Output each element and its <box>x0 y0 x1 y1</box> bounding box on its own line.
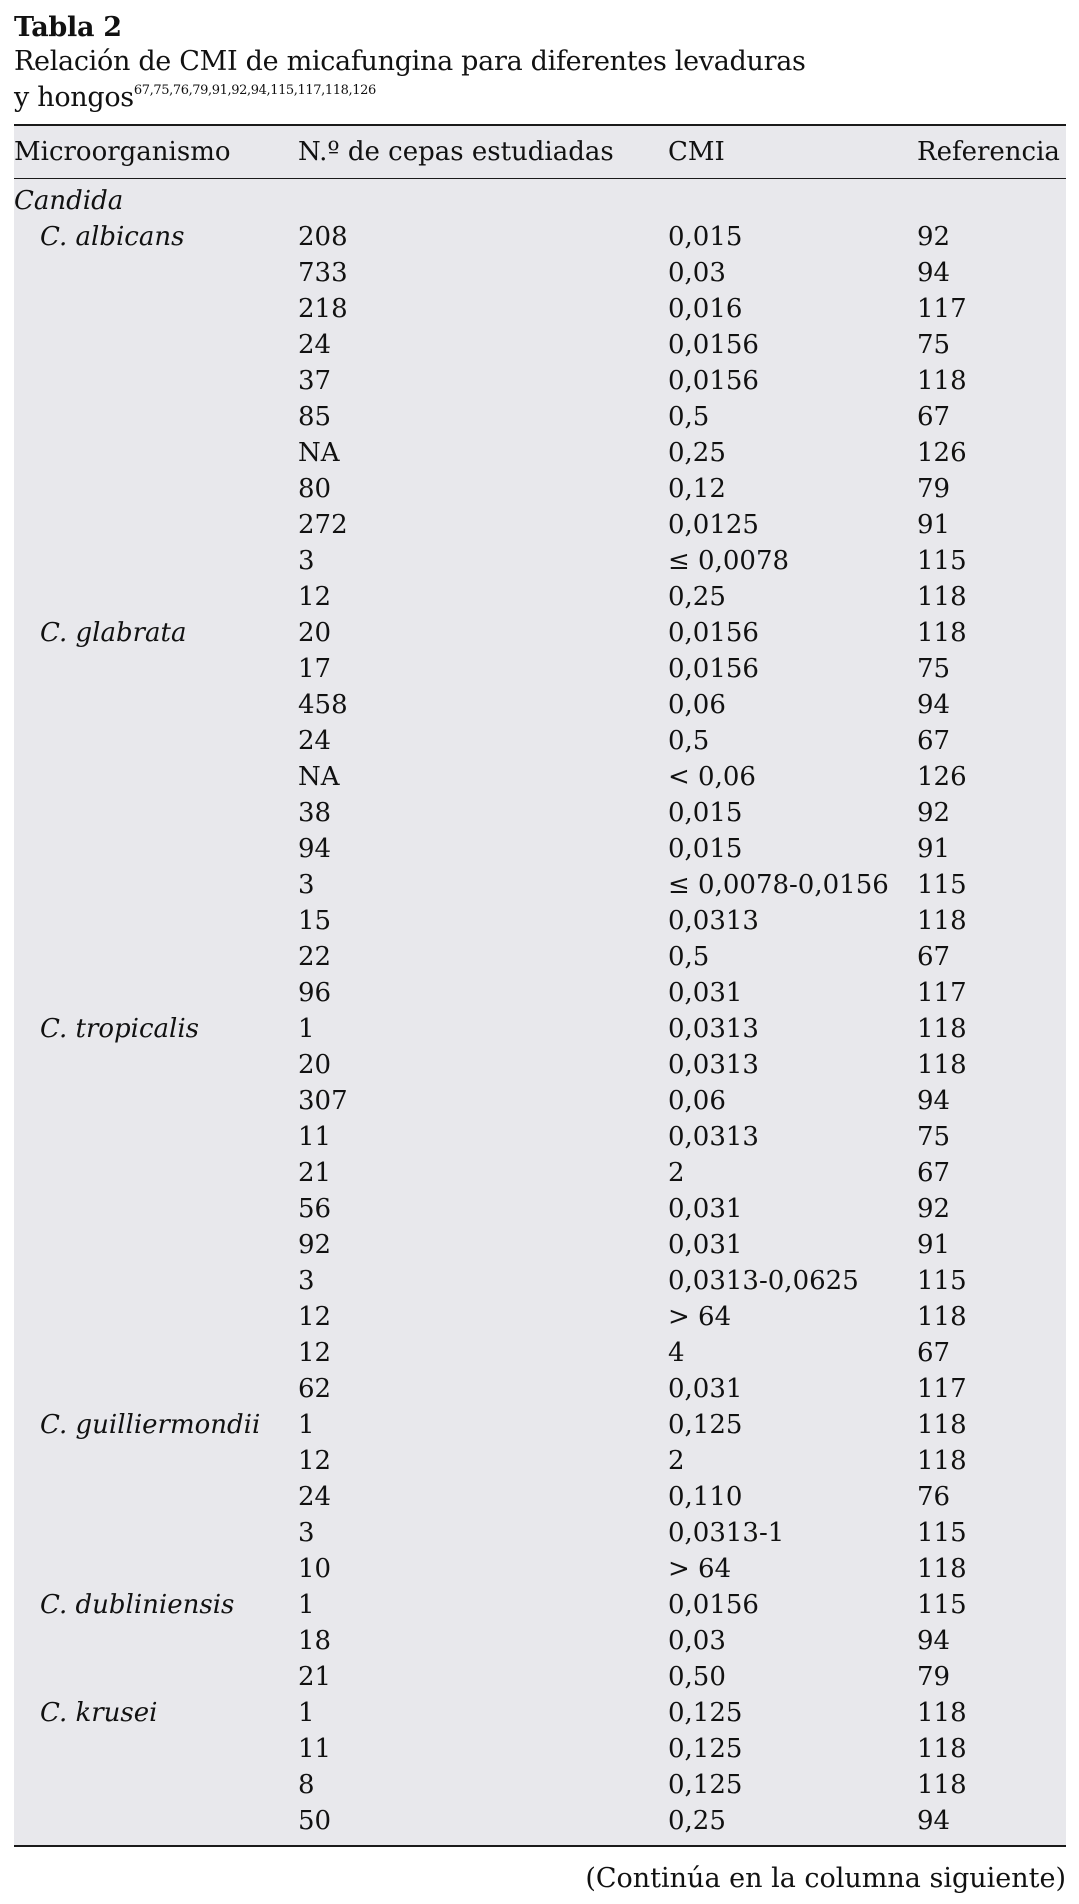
table-row <box>14 723 1066 759</box>
table-row <box>14 327 1066 363</box>
table-row <box>14 1803 1066 1839</box>
table-row <box>14 1119 1066 1155</box>
strains-cell: 20 <box>298 1050 332 1080</box>
strains-cell: 94 <box>298 834 332 864</box>
mic-cell: > 64 <box>668 1302 732 1332</box>
reference-cell: 67 <box>917 1158 951 1188</box>
table-row <box>14 1047 1066 1083</box>
strains-cell: 62 <box>298 1374 332 1404</box>
reference-cell: 94 <box>917 690 951 720</box>
reference-cell: 115 <box>917 870 967 900</box>
strains-cell: 24 <box>298 726 332 756</box>
document-page <box>14 0 1066 1894</box>
table-row <box>14 219 1066 255</box>
table-row <box>14 1011 1066 1047</box>
table-row <box>14 1263 1066 1299</box>
mic-cell: 0,25 <box>668 582 726 612</box>
strains-cell: 1 <box>298 1410 315 1440</box>
strains-cell: 3 <box>298 546 315 576</box>
strains-cell: 1 <box>298 1590 315 1620</box>
reference-cell: 126 <box>917 438 967 468</box>
mic-cell: 0,0313 <box>668 1122 759 1152</box>
header-strains: N.º de cepas estudiadas <box>298 137 614 167</box>
mic-cell: 0,016 <box>668 294 743 324</box>
reference-cell: 79 <box>917 1662 951 1692</box>
table-row <box>14 1443 1066 1479</box>
strains-cell: 11 <box>298 1122 332 1152</box>
reference-cell: 92 <box>917 1194 951 1224</box>
strains-cell: 38 <box>298 798 332 828</box>
strains-cell: 37 <box>298 366 332 396</box>
table-row <box>14 1083 1066 1119</box>
species-cell: C. tropicalis <box>40 1014 200 1044</box>
table-row <box>14 1551 1066 1587</box>
table-row <box>14 1155 1066 1191</box>
reference-cell: 115 <box>917 1590 967 1620</box>
strains-cell: 3 <box>298 1266 315 1296</box>
mic-cell: 0,0156 <box>668 1590 759 1620</box>
strains-cell: NA <box>298 438 340 468</box>
species-cell: C. dubliniensis <box>40 1590 235 1620</box>
reference-cell: 91 <box>917 510 951 540</box>
table-row <box>14 615 1066 651</box>
reference-cell: 118 <box>917 1302 967 1332</box>
mic-cell: 2 <box>668 1446 685 1476</box>
mic-cell: 0,125 <box>668 1734 743 1764</box>
mic-cell: 0,015 <box>668 834 743 864</box>
mic-cell: 0,0156 <box>668 654 759 684</box>
reference-cell: 94 <box>917 258 951 288</box>
mic-cell: 0,110 <box>668 1482 743 1512</box>
mic-cell: 0,015 <box>668 222 743 252</box>
mic-cell: 2 <box>668 1158 685 1188</box>
strains-cell: 272 <box>298 510 348 540</box>
mic-cell: 4 <box>668 1338 685 1368</box>
table-row <box>14 399 1066 435</box>
strains-cell: 1 <box>298 1014 315 1044</box>
mic-cell: ≤ 0,0078 <box>668 546 790 576</box>
table-row <box>14 1371 1066 1407</box>
strains-cell: 12 <box>298 1446 332 1476</box>
strains-cell: 17 <box>298 654 332 684</box>
strains-cell: 733 <box>298 258 348 288</box>
mic-cell: 0,0313 <box>668 906 759 936</box>
table-row <box>14 579 1066 615</box>
table-row <box>14 831 1066 867</box>
table-row <box>14 363 1066 399</box>
strains-cell: 12 <box>298 582 332 612</box>
reference-cell: 118 <box>917 1014 967 1044</box>
strains-cell: 458 <box>298 690 348 720</box>
strains-cell: 20 <box>298 618 332 648</box>
reference-cell: 118 <box>917 1770 967 1800</box>
table-label: Tabla 2 <box>14 12 122 43</box>
strains-cell: 10 <box>298 1554 332 1584</box>
strains-cell: 50 <box>298 1806 332 1836</box>
reference-cell: 117 <box>917 978 967 1008</box>
mic-table <box>14 124 1066 1847</box>
reference-cell: 117 <box>917 294 967 324</box>
table-row <box>14 687 1066 723</box>
strains-cell: 3 <box>298 870 315 900</box>
reference-cell: 91 <box>917 834 951 864</box>
table-row <box>14 1767 1066 1803</box>
mic-cell: 0,5 <box>668 942 710 972</box>
reference-cell: 118 <box>917 1410 967 1440</box>
table-row <box>14 291 1066 327</box>
mic-cell: 0,125 <box>668 1770 743 1800</box>
table-caption <box>14 44 1066 116</box>
strains-cell: 24 <box>298 330 332 360</box>
caption-line-2 <box>14 80 1066 116</box>
caption-references: 67,75,76,79,91,92,94,115,117,118,126 <box>133 83 376 98</box>
strains-cell: 80 <box>298 474 332 504</box>
reference-cell: 118 <box>917 618 967 648</box>
reference-cell: 115 <box>917 1518 967 1548</box>
reference-cell: 76 <box>917 1482 951 1512</box>
table-row <box>14 795 1066 831</box>
mic-cell: 0,5 <box>668 402 710 432</box>
reference-cell: 67 <box>917 726 951 756</box>
reference-cell: 118 <box>917 1734 967 1764</box>
strains-cell: 1 <box>298 1698 315 1728</box>
table-row <box>14 1659 1066 1695</box>
reference-cell: 79 <box>917 474 951 504</box>
mic-cell: 0,12 <box>668 474 726 504</box>
header-reference: Referencia <box>917 137 1060 167</box>
reference-cell: 118 <box>917 582 967 612</box>
mic-cell: 0,031 <box>668 1230 743 1260</box>
reference-cell: 91 <box>917 1230 951 1260</box>
table-row <box>14 507 1066 543</box>
strains-cell: 12 <box>298 1338 332 1368</box>
table-row <box>14 1587 1066 1623</box>
reference-cell: 118 <box>917 1554 967 1584</box>
table-row <box>14 1695 1066 1731</box>
reference-cell: 94 <box>917 1806 951 1836</box>
continuation-note: (Continúa en la columna siguiente) <box>585 1863 1066 1894</box>
reference-cell: 75 <box>917 1122 951 1152</box>
strains-cell: 21 <box>298 1662 332 1692</box>
table-row <box>14 1335 1066 1371</box>
table-row <box>14 471 1066 507</box>
strains-cell: 12 <box>298 1302 332 1332</box>
reference-cell: 92 <box>917 222 951 252</box>
strains-cell: NA <box>298 762 340 792</box>
species-cell: C. glabrata <box>40 618 187 648</box>
strains-cell: 307 <box>298 1086 348 1116</box>
table-row <box>14 1407 1066 1443</box>
table-row <box>14 1731 1066 1767</box>
reference-cell: 118 <box>917 1698 967 1728</box>
table-row <box>14 1623 1066 1659</box>
table-row <box>14 543 1066 579</box>
mic-cell: > 64 <box>668 1554 732 1584</box>
strains-cell: 8 <box>298 1770 315 1800</box>
table-row <box>14 1479 1066 1515</box>
strains-cell: 3 <box>298 1518 315 1548</box>
reference-cell: 115 <box>917 546 967 576</box>
table-header <box>14 126 1066 179</box>
table-row <box>14 1515 1066 1551</box>
reference-cell: 67 <box>917 1338 951 1368</box>
mic-cell: 0,0313-1 <box>668 1518 785 1548</box>
mic-cell: 0,03 <box>668 1626 726 1656</box>
reference-cell: 118 <box>917 366 967 396</box>
mic-cell: 0,5 <box>668 726 710 756</box>
mic-cell: 0,015 <box>668 798 743 828</box>
reference-cell: 115 <box>917 1266 967 1296</box>
mic-cell: 0,0156 <box>668 618 759 648</box>
strains-cell: 96 <box>298 978 332 1008</box>
table-row <box>14 1227 1066 1263</box>
strains-cell: 218 <box>298 294 348 324</box>
table-row <box>14 867 1066 903</box>
mic-cell: 0,0313-0,0625 <box>668 1266 859 1296</box>
mic-cell: 0,0313 <box>668 1050 759 1080</box>
species-cell: C. guilliermondii <box>40 1410 261 1440</box>
table-row <box>14 939 1066 975</box>
strains-cell: 21 <box>298 1158 332 1188</box>
genus-row <box>14 183 1066 219</box>
reference-cell: 118 <box>917 1050 967 1080</box>
strains-cell: 24 <box>298 1482 332 1512</box>
reference-cell: 67 <box>917 942 951 972</box>
mic-cell: 0,25 <box>668 1806 726 1836</box>
table-row <box>14 255 1066 291</box>
table-row <box>14 651 1066 687</box>
mic-cell: 0,25 <box>668 438 726 468</box>
strains-cell: 18 <box>298 1626 332 1656</box>
table-row <box>14 975 1066 1011</box>
mic-cell: 0,125 <box>668 1698 743 1728</box>
reference-cell: 117 <box>917 1374 967 1404</box>
table-row <box>14 435 1066 471</box>
table-row <box>14 903 1066 939</box>
caption-line-2-text: y hongos <box>14 82 134 113</box>
table-row <box>14 1191 1066 1227</box>
mic-cell: 0,06 <box>668 1086 726 1116</box>
table-row <box>14 759 1066 795</box>
reference-cell: 75 <box>917 654 951 684</box>
reference-cell: 118 <box>917 1446 967 1476</box>
species-cell: C. krusei <box>40 1698 158 1728</box>
mic-cell: 0,125 <box>668 1410 743 1440</box>
reference-cell: 118 <box>917 906 967 936</box>
mic-cell: 0,06 <box>668 690 726 720</box>
caption-line-1: Relación de CMI de micafungina para diferentes levaduras <box>14 46 806 77</box>
mic-cell: ≤ 0,0078-0,0156 <box>668 870 889 900</box>
strains-cell: 11 <box>298 1734 332 1764</box>
table-body <box>14 179 1066 1845</box>
table-row <box>14 1299 1066 1335</box>
mic-cell: 0,031 <box>668 1194 743 1224</box>
reference-cell: 126 <box>917 762 967 792</box>
strains-cell: 85 <box>298 402 332 432</box>
header-mic: CMI <box>668 137 725 167</box>
mic-cell: 0,50 <box>668 1662 726 1692</box>
header-microorganism: Microorganismo <box>14 137 231 167</box>
strains-cell: 56 <box>298 1194 332 1224</box>
mic-cell: 0,0125 <box>668 510 759 540</box>
mic-cell: 0,0313 <box>668 1014 759 1044</box>
reference-cell: 92 <box>917 798 951 828</box>
strains-cell: 208 <box>298 222 348 252</box>
genus-label: Candida <box>14 186 124 216</box>
strains-cell: 22 <box>298 942 332 972</box>
mic-cell: 0,0156 <box>668 330 759 360</box>
reference-cell: 94 <box>917 1086 951 1116</box>
strains-cell: 92 <box>298 1230 332 1260</box>
mic-cell: 0,0156 <box>668 366 759 396</box>
mic-cell: < 0,06 <box>668 762 756 792</box>
mic-cell: 0,031 <box>668 978 743 1008</box>
mic-cell: 0,03 <box>668 258 726 288</box>
reference-cell: 94 <box>917 1626 951 1656</box>
strains-cell: 15 <box>298 906 332 936</box>
species-cell: C. albicans <box>40 222 185 252</box>
mic-cell: 0,031 <box>668 1374 743 1404</box>
reference-cell: 75 <box>917 330 951 360</box>
reference-cell: 67 <box>917 402 951 432</box>
